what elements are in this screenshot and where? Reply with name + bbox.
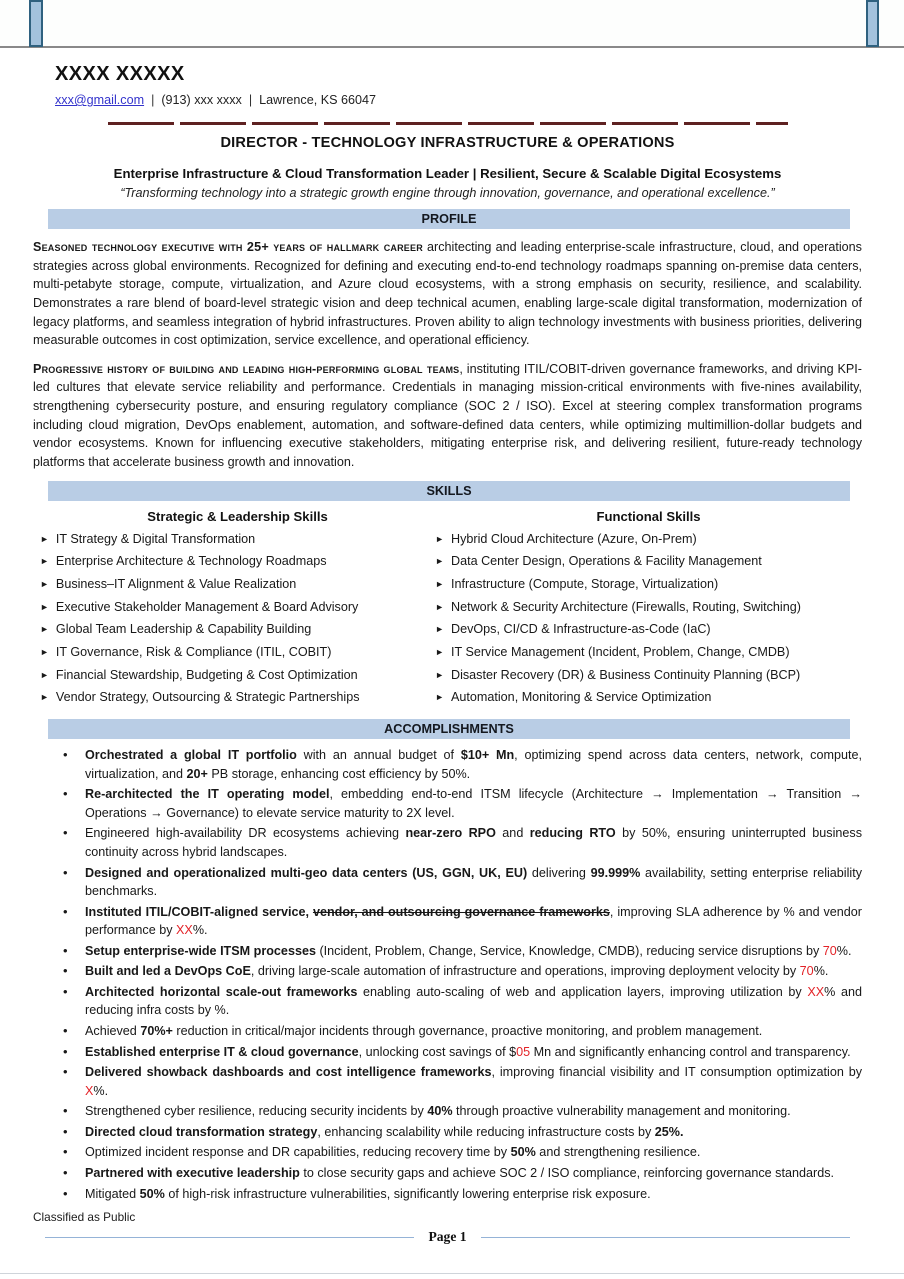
- profile-paragraph-2: Progressive history of building and leading high-performing global teams, instituting ITIL/COBIT-driven governance frameworks, and driving KPI-led cultures that elevate service reliability and performance. Credentials in managing mission-critical environments with five-nines availability, strengthening cybersecurity posture, and ensuring regulatory compliance (SOC 2 / ISO). Excel at steering complex transformation programs including cloud migration, DevOps enablement, automation, and software-defined data centers, while optimizing multimillion-dollar budgets and vendor ecosystems. Known for influencing executive stakeholders, mitigating enterprise risk, and delivering resilient, future-ready technology platforms that accelerate business growth and innovation.: [33, 361, 862, 469]
- arrow-bullet-icon: ►: [435, 578, 444, 589]
- skill-item-label: Business–IT Alignment & Value Realization: [55, 576, 297, 591]
- skill-item-label: IT Service Management (Incident, Problem, Change, CMDB): [450, 645, 790, 660]
- footer-rule-right: [481, 1237, 850, 1238]
- bullet-icon: •: [63, 903, 68, 919]
- skill-item-label: Network & Security Architecture (Firewalls, Routing, Switching): [450, 599, 801, 614]
- accomplishment-item: • Optimized incident response and DR capabilities, reducing recovery time by 50% and strengthening resilience.: [33, 1143, 862, 1162]
- skill-item-label: Infrastructure (Compute, Storage, Virtualization): [450, 576, 719, 591]
- resume-content: [33, 63, 862, 1245]
- bullet-icon: •: [63, 1123, 68, 1139]
- skill-item: [435, 687, 862, 710]
- arrow-bullet-icon: ►: [40, 533, 49, 544]
- arrow-bullet-icon: ►: [40, 669, 49, 680]
- section-heading-profile: PROFILE: [48, 209, 850, 229]
- skill-item: [40, 574, 435, 597]
- arrow-bullet-icon: ►: [40, 578, 49, 589]
- bullet-icon: •: [63, 1103, 68, 1119]
- bullet-icon: •: [63, 1144, 68, 1160]
- skill-item: [40, 687, 435, 710]
- skill-item-label: Global Team Leadership & Capability Building: [55, 622, 312, 637]
- bullet-icon: •: [63, 747, 68, 763]
- skill-item-label: IT Strategy & Digital Transformation: [55, 531, 256, 546]
- skill-item: [40, 665, 435, 688]
- accomplishment-item: • Re-architected the IT operating model, embedding end-to-end ITSM lifecycle (Architecture → Implementation → Transition → Operations → Governance) to elevate service maturity to 2X level.: [63, 786, 862, 820]
- accomplishments-list: [33, 746, 862, 1203]
- footer-rule-left: [45, 1237, 414, 1238]
- accomplishment-item: • Engineered high-availability DR ecosystems achieving near-zero RPO and reducing RTO by 50%, ensuring uninterrupted business continuity across hybrid landscapes.: [63, 825, 862, 859]
- phone-number: (913) xxx xxxx: [161, 93, 242, 107]
- skill-item-label: Financial Stewardship, Budgeting & Cost Optimization: [55, 667, 358, 682]
- skills-column-title: Strategic & Leadership Skills: [147, 508, 328, 524]
- arrow-bullet-icon: ►: [40, 601, 49, 612]
- accomplishment-item: • Built and led a DevOps CoE, driving large-scale automation of infrastructure and operations, improving deployment velocity by 70%.: [33, 962, 862, 981]
- section-heading-skills: SKILLS: [48, 481, 850, 501]
- accomplishment-item: • Orchestrated a global IT portfolio with an annual budget of $10+ Mn, optimizing spend across data centers, network, compute, virtualization, and 20+ PB storage, enhancing cost efficiency by 50%.: [63, 747, 862, 781]
- tagline-quote: “Transforming technology into a strategic growth engine through innovation, governance, and operational excellence.”: [120, 186, 775, 200]
- skill-item: [435, 574, 862, 597]
- email-link[interactable]: xxx@gmail.com: [55, 93, 145, 107]
- accomplishment-item: • Partnered with executive leadership to close security gaps and achieve SOC 2 / ISO compliance, reinforcing governance standards.: [33, 1164, 862, 1183]
- bullet-icon: •: [63, 1064, 68, 1080]
- skill-item-label: Vendor Strategy, Outsourcing & Strategic Partnerships: [55, 690, 360, 705]
- location-text: Lawrence, KS 66047: [259, 93, 377, 107]
- arrow-bullet-icon: ►: [435, 601, 444, 612]
- accomplishment-item: • Architected horizontal scale-out frameworks enabling auto-scaling of web and application layers, improving utilization by XX% and reducing infra costs by %.: [63, 983, 862, 1018]
- accomplishment-item: • Directed cloud transformation strategy, enhancing scalability while reducing infrastructure costs by 25%.: [33, 1123, 862, 1142]
- accomplishment-item: • Established enterprise IT & cloud governance, unlocking cost savings of $05 Mn and significantly enhancing control and transparency.: [33, 1043, 862, 1062]
- skill-item-label: DevOps, CI/CD & Infrastructure-as-Code (IaC): [450, 622, 711, 637]
- bullet-icon: •: [63, 1023, 68, 1038]
- header-divider: [108, 122, 788, 125]
- skill-item: [40, 642, 435, 665]
- resume-header: [55, 63, 862, 107]
- profile-paragraph-1: Seasoned technology executive with 25+ years of hallmark career architecting and leading enterprise-scale infrastructure, cloud, and operations strategies across global environments. Recognized for defining and executing end-to-end technology roadmaps spanning on-premise data centers, multi-petabyte storage, compute, virtualization, and Azure cloud ecosystems, with a strong emphasis on security, resilience, and scalability. Demonstrates a rare blend of board-level strategic vision and deep technical acumen, enabling large-scale digital transformation, modernization of legacy platforms, and seamless integration of hybrid infrastructures. Proven ability to align technology investments with business priorities, delivering measurable outcomes in cost optimization, service excellence, and operational efficiency.: [33, 240, 862, 348]
- skill-item: [435, 597, 862, 620]
- contact-separator: |: [151, 93, 155, 107]
- bullet-icon: •: [63, 1185, 68, 1201]
- bullet-icon: •: [63, 825, 68, 841]
- arrow-bullet-icon: ►: [40, 624, 49, 635]
- bullet-icon: •: [63, 1043, 68, 1059]
- skill-item: [40, 619, 435, 642]
- skill-item-label: Executive Stakeholder Management & Board Advisory: [55, 599, 359, 614]
- skills-columns: [33, 503, 862, 711]
- page-handle-left: [29, 0, 43, 47]
- arrow-bullet-icon: ►: [435, 533, 444, 544]
- accomplishment-item: • Achieved 70%+ reduction in critical/major incidents through governance, proactive monitoring, and problem management.: [33, 1022, 862, 1041]
- bullet-icon: •: [63, 1164, 68, 1180]
- accomplishment-item: • Strengthened cyber resilience, reducing security incidents by 40% through proactive vulnerability management and monitoring.: [33, 1102, 862, 1121]
- arrow-bullet-icon: ►: [40, 556, 49, 567]
- accomplishment-item: • Designed and operationalized multi-geo data centers (US, GGN, UK, EU) delivering 99.999% availability, setting enterprise reliability benchmarks.: [63, 864, 862, 899]
- skill-item-label: Hybrid Cloud Architecture (Azure, On-Prem): [450, 531, 697, 546]
- bullet-icon: •: [63, 983, 68, 999]
- skill-item: [435, 551, 862, 574]
- accomplishment-item: • Delivered showback dashboards and cost intelligence frameworks, improving financial visibility and IT consumption optimization by X%.: [63, 1064, 862, 1098]
- section-heading-accomplishments: ACCOMPLISHMENTS: [48, 719, 850, 739]
- contact-separator: |: [248, 93, 253, 107]
- arrow-bullet-icon: ►: [40, 647, 49, 658]
- skills-column: [33, 503, 435, 711]
- page-top-border: [0, 0, 904, 48]
- classification-label: Classified as Public: [33, 1210, 136, 1225]
- accomplishment-item: • Mitigated 50% of high-risk infrastructure vulnerabilities, significantly lowering enterprise risk exposure.: [33, 1185, 862, 1204]
- skill-item: [435, 642, 862, 665]
- skill-item: [435, 529, 862, 552]
- skill-item-label: Automation, Monitoring & Service Optimization: [450, 690, 712, 705]
- page-bottom-border: [0, 1273, 904, 1274]
- bullet-icon: •: [63, 942, 68, 958]
- accomplishment-item: • Setup enterprise-wide ITSM processes (Incident, Problem, Change, Service, Knowledge, CMDB), reducing service disruptions by 70%.: [33, 942, 862, 961]
- arrow-bullet-icon: ►: [435, 556, 444, 567]
- skill-item: [40, 529, 435, 552]
- contact-line: [55, 93, 862, 107]
- skill-item-label: Disaster Recovery (DR) & Business Continuity Planning (BCP): [450, 667, 801, 682]
- arrow-bullet-icon: ►: [435, 669, 444, 680]
- job-title: DIRECTOR - TECHNOLOGY INFRASTRUCTURE & OPERATIONS: [220, 135, 675, 151]
- bullet-icon: •: [63, 864, 68, 880]
- candidate-name: XXXX XXXXX: [55, 63, 185, 85]
- job-subtitle: Enterprise Infrastructure & Cloud Transformation Leader | Resilient, Secure & Scalable Digital Ecosystems: [113, 166, 782, 181]
- arrow-bullet-icon: ►: [435, 647, 444, 658]
- arrow-bullet-icon: ►: [435, 624, 444, 635]
- skill-item: [40, 597, 435, 620]
- arrow-bullet-icon: ►: [435, 692, 444, 703]
- skill-item-label: Data Center Design, Operations & Facility Management: [450, 554, 762, 569]
- skill-item: [40, 551, 435, 574]
- page-number: Page 1: [428, 1229, 467, 1245]
- page-handle-right: [866, 0, 879, 47]
- skills-column-title: Functional Skills: [596, 508, 701, 524]
- bullet-icon: •: [63, 963, 68, 979]
- arrow-bullet-icon: ►: [40, 692, 49, 703]
- page-footer: [45, 1229, 850, 1245]
- skill-item: [435, 665, 862, 688]
- skill-item-label: Enterprise Architecture & Technology Roadmaps: [55, 554, 327, 569]
- accomplishment-item: • Instituted ITIL/COBIT-aligned service, vendor, and outsourcing governance frameworks, improving SLA adherence by % and vendor performance by XX%.: [63, 903, 863, 938]
- skill-item-label: IT Governance, Risk & Compliance (ITIL, COBIT): [55, 645, 332, 660]
- bullet-icon: •: [63, 786, 68, 802]
- skills-column: [435, 503, 862, 711]
- skill-item: [435, 619, 862, 642]
